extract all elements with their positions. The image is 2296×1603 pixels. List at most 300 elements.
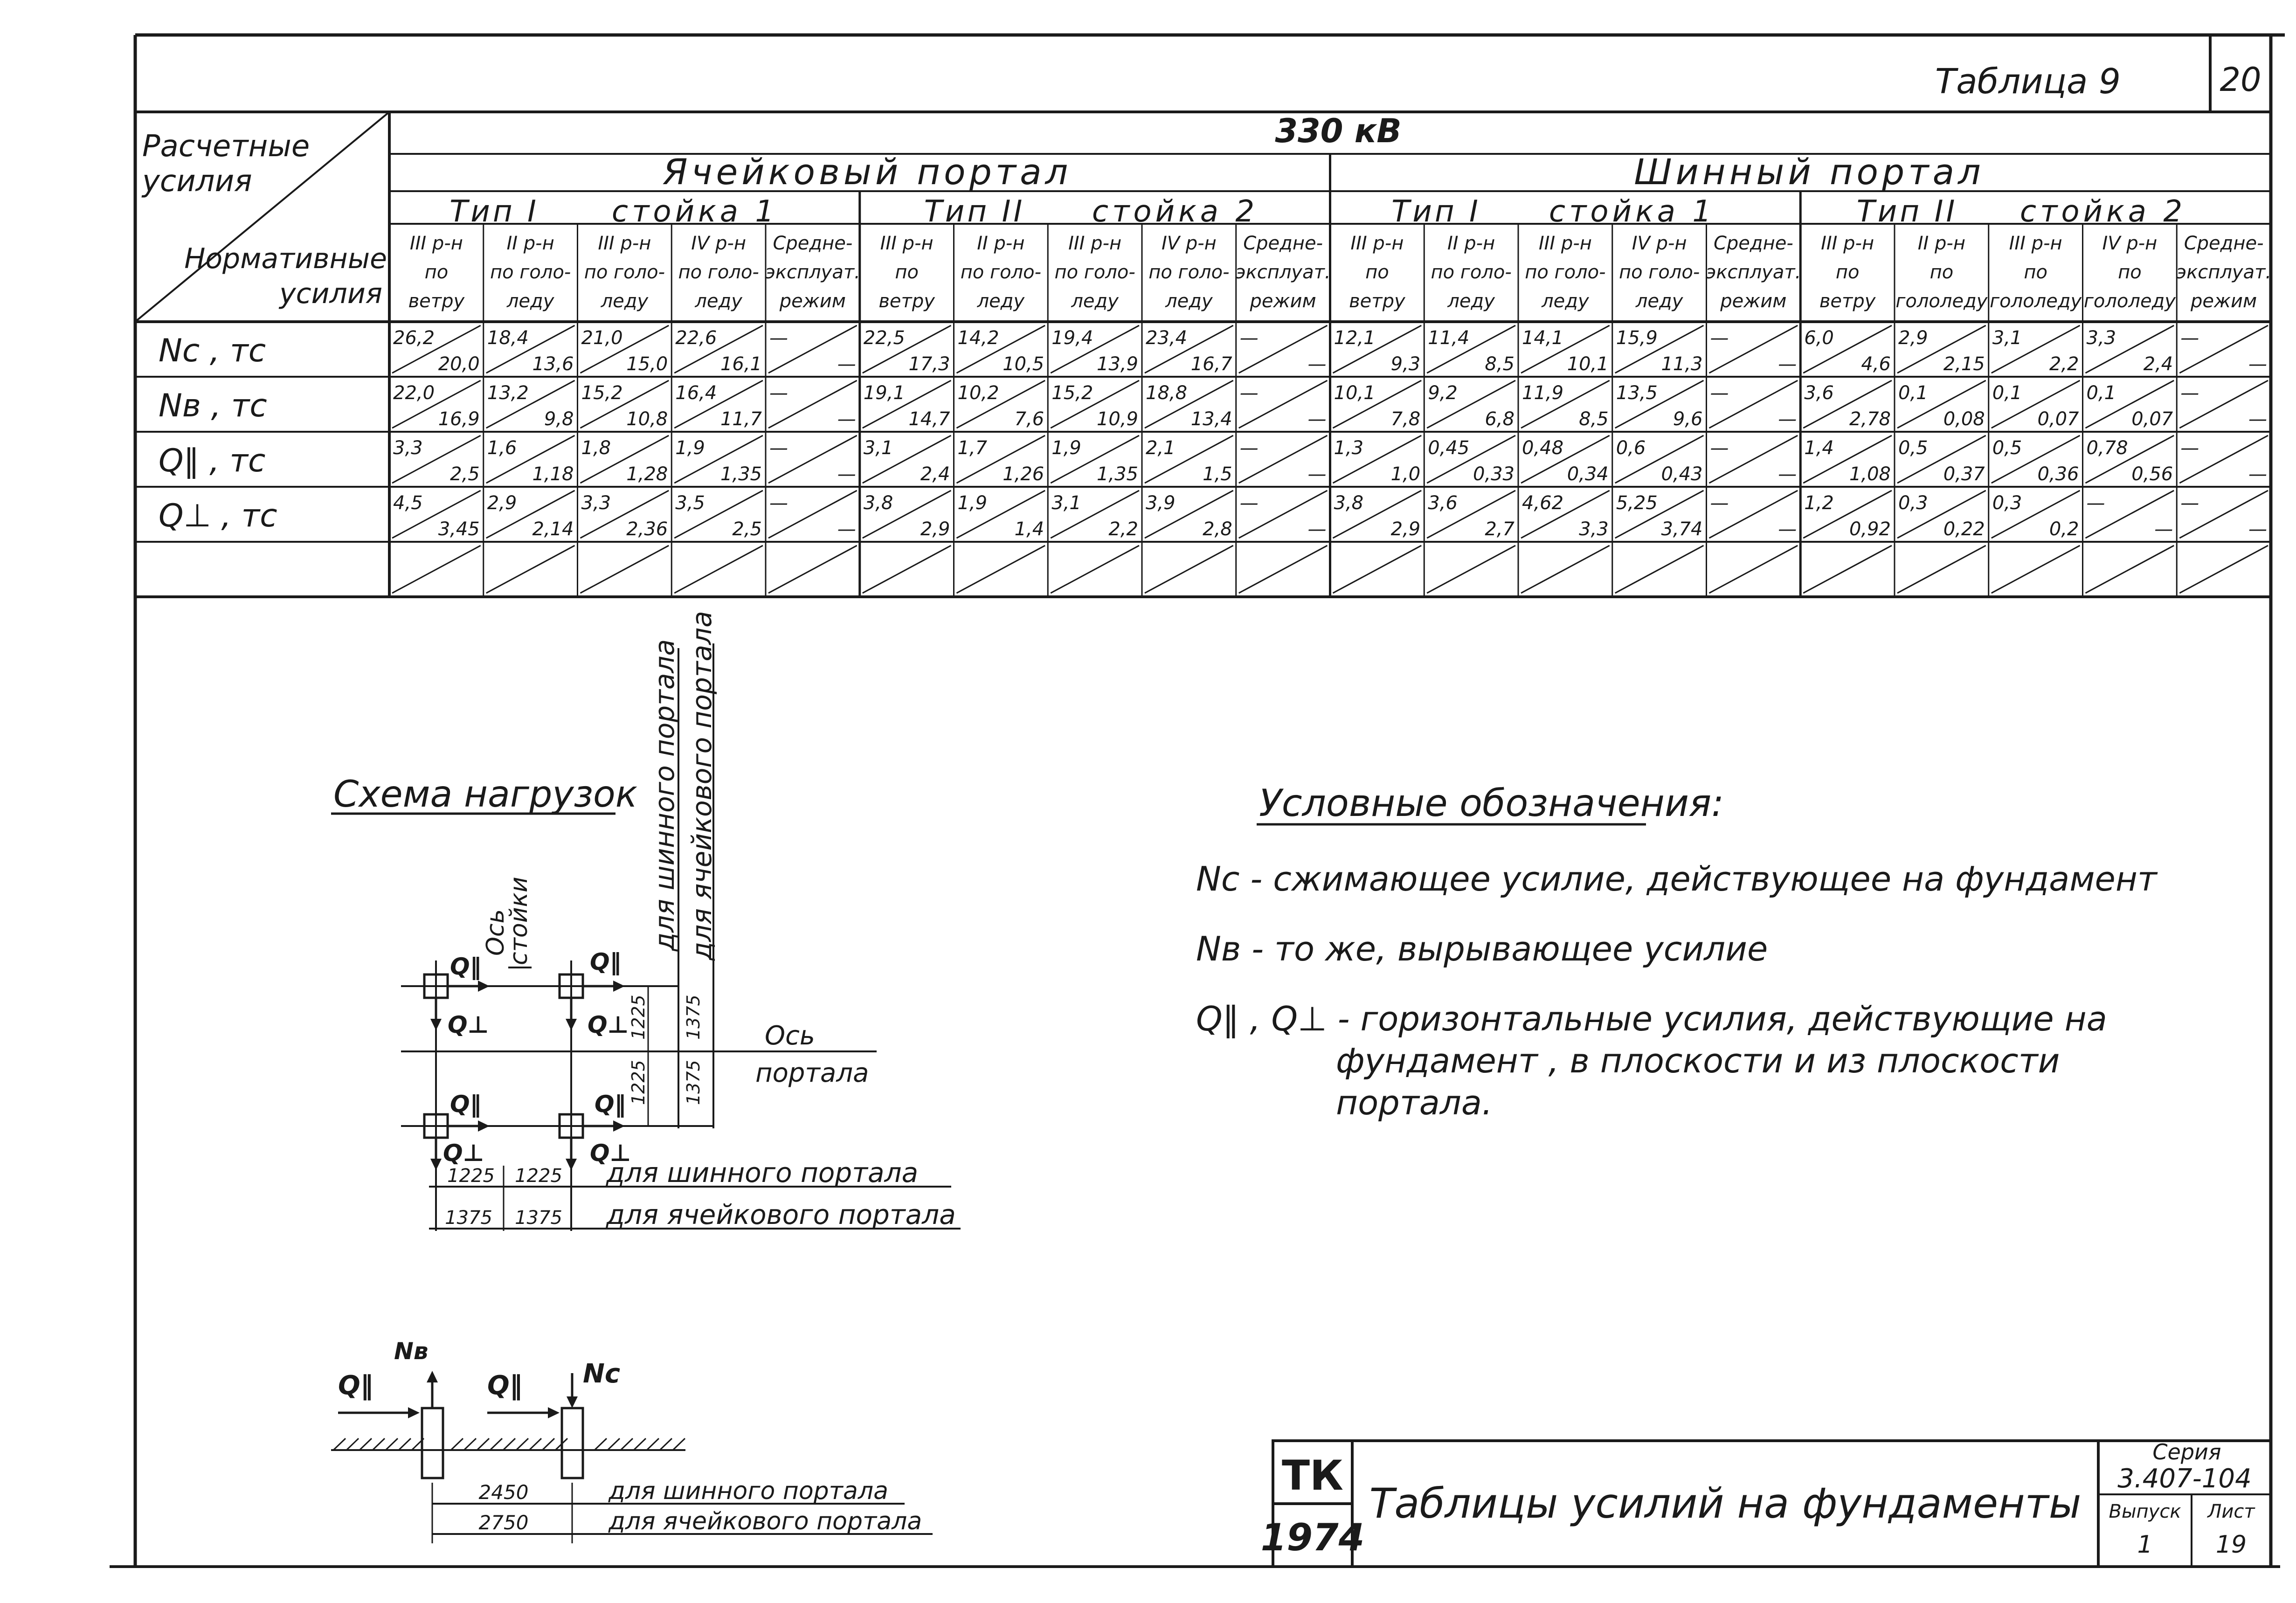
cell-value-top: 2,9 [487,492,517,514]
row-label: Q⊥ , тс [159,497,277,534]
cell-value-top: 4,5 [393,492,423,514]
dim-vertical-bus-2: 1225 [628,1060,649,1105]
cell-value-top: 2,1 [1146,437,1176,459]
column-header: леду [1165,290,1213,312]
cell-diagonal [1333,546,1422,593]
post-marker [424,1114,448,1138]
column-header: леду [601,290,649,312]
column-header: Средне- [2184,233,2264,254]
cell-value-bottom: 13,4 [1190,408,1232,430]
column-header: эксплуат. [1235,262,1331,283]
column-header: по голо- [1054,262,1135,283]
column-header: II р-н [1447,233,1495,254]
cell-value-top: — [2180,327,2199,349]
elev-nc-label: Nc [583,1359,621,1389]
cell-value-bottom: — [1307,353,1327,375]
cell-diagonal [2086,546,2174,593]
post-marker [560,974,583,998]
column-header: по голо- [1148,262,1230,283]
cell-value-bottom: — [2248,353,2267,375]
elev-q-label: Q‖ [338,1370,373,1401]
cell-diagonal [957,546,1045,593]
cell-value-top: 1,9 [675,437,705,459]
cell-diagonal [1239,546,1328,593]
column-header: ветру [1349,290,1405,312]
cell-value-top: — [2180,492,2199,514]
cell-value-top: 3,1 [1051,492,1081,514]
cell-value-top: 22,0 [393,382,435,404]
cell-diagonal [1803,546,1892,593]
column-header: по [895,262,919,283]
cell-value-top: 4,62 [1522,492,1564,514]
cell-value-top: 3,3 [581,492,611,514]
column-header: леду [1447,290,1495,312]
cell-value-bottom: — [837,463,856,485]
cell-value-top: 1,4 [1804,437,1834,459]
drawing-title: Таблицы усилий на фундаменты [1369,1479,2082,1527]
cell-value-bottom: 1,28 [626,463,668,485]
cell-value-top: — [1710,437,1729,459]
cell-value-top: 0,45 [1428,437,1470,459]
column-header: IV р-н [1632,233,1687,254]
corner-label-top-1: Расчетные [142,129,310,164]
elev-nv-label: Nв [394,1338,429,1365]
cell-value-bottom: 20,0 [438,353,480,375]
cell-value-bottom: — [2154,518,2173,540]
column-header: III р-н [1350,233,1404,254]
cell-value-top: 3,1 [863,437,893,459]
cell-diagonal [486,546,575,593]
q-par-label: Q‖ [450,953,482,980]
sheet-label: Лист [2207,1501,2255,1522]
cell-value-bottom: 11,7 [720,408,762,430]
vertical-label-bus: для шинного портала [649,639,680,951]
cell-value-bottom: 0,36 [2037,463,2079,485]
column-header: III р-н [598,233,651,254]
cell-value-top: 3,6 [1804,382,1834,404]
cell-value-top: 13,2 [487,382,529,404]
legend-item-nc: Nс - сжимающее усилие, действующее на фундамент [1196,859,2157,898]
cell-value-bottom: 1,08 [1849,463,1891,485]
cell-value-top: 0,1 [1898,382,1928,404]
elev-label-cell: для ячейкового портала [609,1507,922,1535]
cell-value-bottom: 1,0 [1390,463,1421,485]
q-perp-label: Q⊥ [590,1140,631,1167]
column-header: леду [1071,290,1119,312]
sheet-value: 19 [2215,1531,2247,1559]
cell-value-top: 0,78 [2086,437,2128,459]
cell-value-bottom: 7,6 [1014,408,1044,430]
cell-value-bottom: 0,2 [2049,518,2079,540]
cell-value-bottom: — [2248,518,2267,540]
dim-horizontal-bus-2: 1225 [515,1165,562,1187]
dim-horizontal-bus-1: 1225 [447,1165,495,1187]
column-header: III р-н [1821,233,1874,254]
subgroup-cell-type1: Тип I [450,194,539,229]
cell-value-top: 18,4 [487,327,529,349]
cell-value-top: — [2086,492,2105,514]
cell-value-bottom: 8,5 [1485,353,1515,375]
column-header: ветру [1819,290,1876,312]
post-axis-label-2: стойки [505,877,533,965]
cell-diagonal [1992,546,2080,593]
cell-value-top: 0,5 [1992,437,2022,459]
cell-value-bottom: 0,37 [1943,463,1985,485]
cell-value-top: 3,8 [1334,492,1364,514]
q-perp-label: Q⊥ [443,1140,484,1167]
dim-vertical-cell-1: 1375 [683,995,704,1040]
cell-value-bottom: 1,5 [1203,463,1232,485]
cell-value-top: — [769,382,788,404]
cell-value-bottom: 0,92 [1849,518,1891,540]
cell-value-top: — [1239,327,1259,349]
cell-diagonal [2179,546,2268,593]
cell-value-bottom: — [1307,463,1327,485]
cell-diagonal [863,546,951,593]
cell-value-top: 3,5 [675,492,705,514]
cell-value-top: 1,9 [1051,437,1081,459]
elev-label-bus: для шинного портала [609,1477,888,1505]
column-header: Средне- [1713,233,1793,254]
cell-value-top: 1,3 [1334,437,1364,459]
column-header: гололеду [1895,290,1988,312]
column-header: III р-н [2009,233,2062,254]
legend-item-q-3: портала. [1336,1083,1493,1122]
cell-value-bottom: 3,74 [1661,518,1703,540]
cell-value-top: 0,1 [2086,382,2116,404]
cell-value-bottom: 10,1 [1567,353,1609,375]
column-header: по голо- [1431,262,1512,283]
page-number: 20 [2220,61,2261,99]
cell-value-bottom: 13,6 [532,353,574,375]
column-header: по [2024,262,2047,283]
column-header: III р-н [1068,233,1122,254]
column-header: леду [977,290,1025,312]
column-header: III р-н [409,233,463,254]
cell-value-top: — [769,327,788,349]
cell-value-bottom: — [1778,408,1797,430]
dim-horizontal-cell-2: 1375 [515,1207,562,1229]
legend-item-q-2: фундамент , в плоскости и из плоскости [1336,1041,2060,1080]
cell-value-top: 16,4 [675,382,717,404]
cell-value-bottom: 10,5 [1003,353,1044,375]
cell-value-bottom: 2,9 [920,518,950,540]
elev-q-label: Q‖ [487,1370,523,1401]
cell-diagonal [1897,546,1986,593]
column-header: леду [1635,290,1683,312]
q-par-label: Q‖ [590,948,622,975]
post-marker [424,974,448,998]
group-title-bus-portal: Шинный портал [1634,151,1985,193]
q-perp-label: Q⊥ [448,1011,489,1038]
column-header: по голо- [490,262,571,283]
dim-vertical-cell-2: 1375 [683,1060,704,1105]
cell-value-top: 23,4 [1146,327,1188,349]
column-header: по [1835,262,1860,283]
column-header: по голо- [960,262,1042,283]
cell-value-bottom: 2,4 [2143,353,2173,375]
cell-value-bottom: 8,5 [1579,408,1609,430]
cell-value-top: 0,5 [1898,437,1928,459]
load-scheme-plan [331,611,961,1231]
cell-value-top: 19,1 [863,382,905,404]
cell-value-bottom: 10,9 [1096,408,1138,430]
cell-value-bottom: — [1778,463,1797,485]
cell-value-bottom: 2,5 [450,463,480,485]
dim-horizontal-cell-1: 1375 [445,1207,492,1229]
cell-value-bottom: 0,43 [1661,463,1703,485]
column-header: режим [2191,290,2257,312]
column-header: гололеду [1990,290,2082,312]
cell-value-top: 3,8 [863,492,893,514]
cell-value-top: 3,6 [1428,492,1458,514]
cell-diagonal [1145,546,1233,593]
issue-label: Выпуск [2109,1501,2181,1522]
cell-value-bottom: 4,6 [1861,353,1891,375]
corner-label-bottom-1: Нормативные [184,242,387,275]
cell-value-bottom: 15,0 [626,353,668,375]
column-header: IV р-н [691,233,747,254]
cell-diagonal [1615,546,1704,593]
column-header: леду [506,290,554,312]
subgroup-cell-type2: Тип II [924,194,1025,229]
corner-label-bottom-2: усилия [279,277,382,310]
cell-value-top: 0,48 [1522,437,1564,459]
cell-value-top: 1,6 [487,437,517,459]
cell-value-bottom: 2,9 [1390,518,1421,540]
cell-value-bottom: 2,15 [1943,353,1985,375]
column-header: по голо- [1525,262,1606,283]
column-header: IV р-н [2102,233,2158,254]
column-header: леду [695,290,742,312]
cell-value-top: 18,8 [1146,382,1188,404]
cell-diagonal [1427,546,1515,593]
cell-value-top: 22,5 [863,327,905,349]
cell-value-bottom: 0,34 [1567,463,1609,485]
corner-label-top-2: усилия [142,164,252,199]
cell-value-top: 1,8 [581,437,611,459]
cell-diagonal [581,546,669,593]
column-header: по [1929,262,1954,283]
cell-value-bottom: 2,5 [732,518,762,540]
legend-item-nv: Nв - то же, вырывающее усилие [1196,929,1768,968]
subgroup-bus-post2: стойка 2 [2019,194,2186,229]
cell-value-top: 13,5 [1616,382,1658,404]
cell-value-bottom: — [1778,353,1797,375]
scheme-title: Схема нагрузок [333,774,637,815]
cell-value-top: 22,6 [675,327,717,349]
cell-value-top: 0,3 [1992,492,2022,514]
portal-axis-label-1: Ось [765,1021,815,1051]
cell-value-top: — [2180,437,2199,459]
cell-value-bottom: 16,7 [1190,353,1232,375]
cell-value-top: 3,9 [1146,492,1176,514]
column-header: эксплуат. [2176,262,2272,283]
subgroup-bus-type2: Тип II [1856,194,1958,229]
column-header: гололеду [2083,290,2176,312]
column-header: III р-н [880,233,934,254]
cell-value-top: 10,2 [957,382,999,404]
column-header: режим [1720,290,1787,312]
cell-value-bottom: 16,9 [438,408,480,430]
cell-value-top: 10,1 [1334,382,1376,404]
cell-value-bottom: 17,3 [908,353,950,375]
q-par-label: Q‖ [595,1091,626,1118]
cell-value-bottom: 9,3 [1390,353,1421,375]
year: 1974 [1260,1516,1365,1559]
cell-value-top: 5,25 [1616,492,1658,514]
cell-value-top: 12,1 [1334,327,1376,349]
cell-value-top: — [769,437,788,459]
cell-value-bottom: — [1778,518,1797,540]
subgroup-bus-post1: стойка 1 [1549,194,1715,229]
cell-value-top: 26,2 [393,327,435,349]
column-header: режим [779,290,846,312]
cell-value-bottom: 9,6 [1673,408,1703,430]
group-title-cell-portal: Ячейковый портал [663,151,1072,193]
cell-diagonal [768,546,857,593]
row-label: Nс , тс [159,332,266,369]
elev-dim-bus: 2450 [478,1481,529,1504]
cell-value-bottom: 2,2 [2049,353,2079,375]
legend [1196,781,2158,1122]
cell-value-top: 1,7 [957,437,988,459]
cell-value-bottom: 11,3 [1661,353,1703,375]
cell-value-bottom: 7,8 [1390,408,1421,430]
column-header: II р-н [977,233,1025,254]
cell-diagonal [1051,546,1139,593]
cell-value-top: — [1239,492,1259,514]
column-header: эксплуат. [765,262,860,283]
cell-value-top: 11,4 [1428,327,1470,349]
cell-value-top: 9,2 [1428,382,1458,404]
cell-value-bottom: 1,4 [1014,518,1044,540]
cell-value-bottom: 2,8 [1203,518,1232,540]
cell-value-bottom: 2,2 [1108,518,1138,540]
series-label: Серия [2152,1439,2221,1465]
series-value: 3.407-104 [2117,1464,2252,1494]
row-label: Q‖ , тс [159,442,266,479]
label-cell-portal: для ячейкового портала [606,1199,956,1230]
cell-value-top: 0,3 [1898,492,1928,514]
cell-value-top: 14,1 [1522,327,1564,349]
cell-value-bottom: — [1307,408,1327,430]
cell-value-bottom: — [837,518,856,540]
post-marker [560,1114,583,1138]
column-header: по голо- [678,262,759,283]
cell-value-top: — [1710,382,1729,404]
dim-vertical-bus-1: 1225 [628,995,649,1040]
cell-diagonal [1521,546,1610,593]
cell-value-top: 15,2 [1051,382,1093,404]
elevation-sketch [331,1338,933,1543]
cell-value-bottom: — [2248,408,2267,430]
cell-value-top: 2,9 [1898,327,1928,349]
cell-value-top: 11,9 [1522,382,1564,404]
title-block [1261,1439,2271,1567]
elev-dim-cell: 2750 [478,1511,529,1534]
cell-value-bottom: 2,36 [626,518,668,540]
cell-value-top: — [769,492,788,514]
cell-value-top: — [1710,327,1729,349]
cell-value-top: 6,0 [1804,327,1834,349]
cell-value-bottom: — [837,408,856,430]
column-header: ветру [878,290,935,312]
cell-value-bottom: 9,8 [544,408,574,430]
cell-value-top: 1,2 [1804,492,1834,514]
column-header: по голо- [1618,262,1700,283]
org-code: ТК [1282,1451,1343,1499]
cell-value-top: 19,4 [1051,327,1093,349]
column-header: IV р-н [1161,233,1217,254]
cell-value-bottom: 0,08 [1943,408,1985,430]
forces-table-text [141,112,2271,540]
voltage-label: 330 кВ [1275,112,1402,150]
cell-diagonal [392,546,481,593]
cell-value-bottom: — [837,353,856,375]
cell-value-top: — [1239,437,1259,459]
cell-diagonal [1709,546,1798,593]
column-header: по [2118,262,2142,283]
cell-value-bottom: 2,14 [532,518,574,540]
column-header: ветру [408,290,465,312]
cell-value-top: 3,1 [1992,327,2022,349]
table-number-label: Таблица 9 [1935,62,2121,102]
column-header: эксплуат. [1706,262,1801,283]
cell-value-bottom: 6,8 [1485,408,1515,430]
cell-value-bottom: 3,45 [438,518,480,540]
cell-value-bottom: 13,9 [1096,353,1138,375]
subgroup-cell-post2: стойка 2 [1092,194,1259,229]
cell-value-bottom: 0,33 [1473,463,1515,485]
cell-value-top: 0,6 [1616,437,1646,459]
cell-value-bottom: 2,78 [1849,408,1891,430]
cell-value-top: 3,3 [2086,327,2116,349]
vertical-label-cell: для ячейкового портала [686,611,718,960]
cell-value-bottom: 1,26 [1003,463,1044,485]
cell-value-bottom: 2,4 [920,463,950,485]
q-par-label: Q‖ [450,1091,482,1118]
column-header: по голо- [584,262,665,283]
column-header: II р-н [1917,233,1966,254]
cell-value-bottom: — [1307,518,1327,540]
legend-item-q-1: Q‖ , Q⊥ - горизонтальные усилия, действующие на [1196,999,2107,1038]
column-header: леду [1542,290,1589,312]
q-perp-label: Q⊥ [588,1011,629,1038]
label-bus-portal: для шинного портала [606,1157,919,1188]
cell-diagonal [674,546,763,593]
column-header: режим [1250,290,1316,312]
cell-value-bottom: 0,22 [1943,518,1985,540]
column-header: III р-н [1538,233,1592,254]
column-header: Средне- [773,233,853,254]
legend-title: Условные обозначения: [1259,781,1724,825]
cell-value-top: 15,9 [1616,327,1658,349]
row-label: Nв , тс [159,387,267,424]
column-header: II р-н [506,233,554,254]
issue-value: 1 [2137,1531,2153,1559]
column-header: по [424,262,449,283]
cell-value-top: 3,3 [393,437,423,459]
cell-value-top: 21,0 [581,327,623,349]
post-axis-label-1: Ось [482,909,510,956]
cell-value-bottom: 1,18 [532,463,574,485]
cell-value-bottom: 0,07 [2037,408,2079,430]
subgroup-bus-type1: Тип I [1391,194,1481,229]
cell-value-bottom: 0,07 [2131,408,2173,430]
cell-value-bottom: 0,56 [2131,463,2173,485]
cell-value-bottom: 1,35 [1096,463,1138,485]
